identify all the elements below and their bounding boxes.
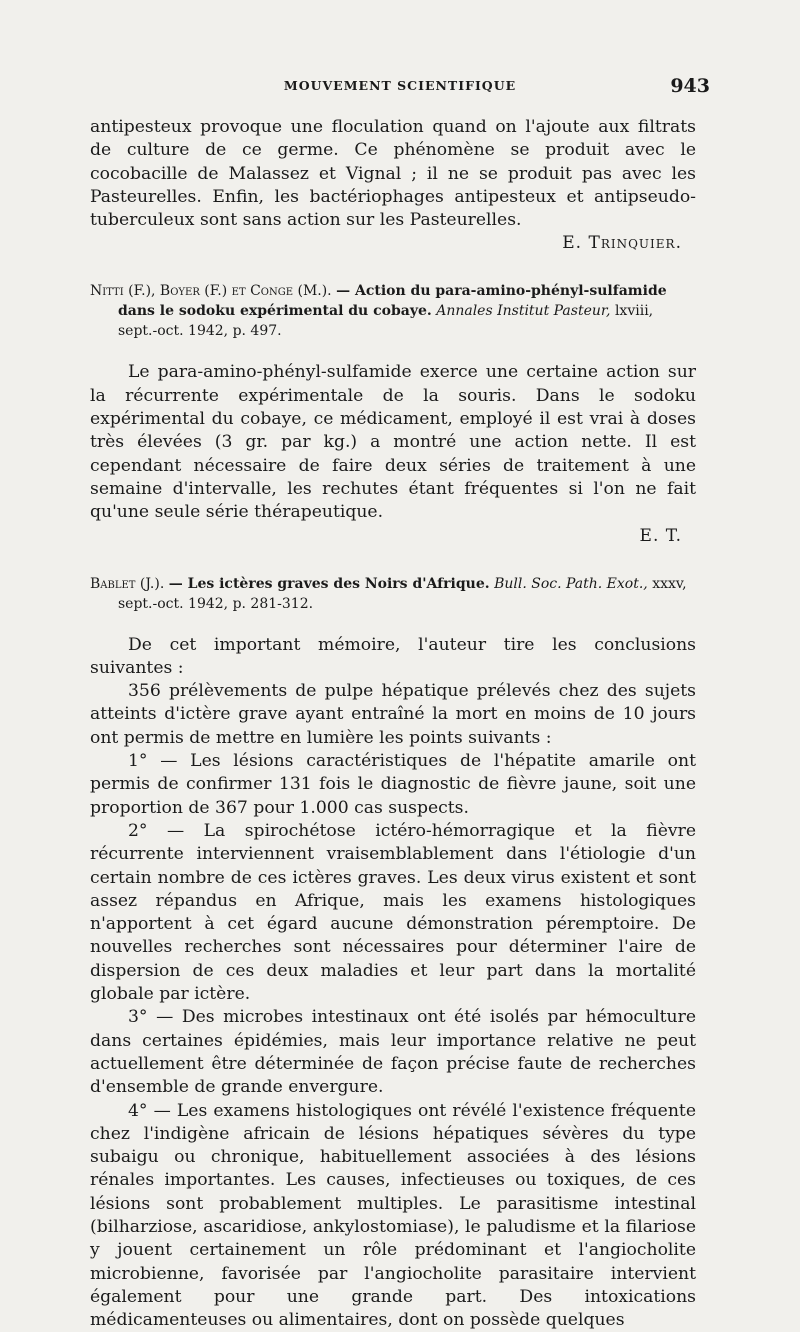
running-title: MOUVEMENT SCIENTIFIQUE: [90, 78, 710, 93]
paragraph-continuation: antipesteux provoque une floculation quand on l'ajoute aux filtrats de culture de ce germe. Ce phénomène se produit avec le cocobacille de Malassez et Vignal ; il ne se produit pas avec les Pasteurelles. Enfin, les bactériophages antipesteux et antipseudo-tuberculeux sont sans action sur les Pasteurelles.: [90, 116, 696, 232]
paragraph-sulfamide: Le para-amino-phényl-sulfamide exerce une certaine action sur la récurrente expérimentale de la souris. Dans le sodoku expérimental du cobaye, ce médicament, employé il est vrai à doses très élevées (3 gr. par kg.) a montré une action nette. Il est cependant nécessaire de faire deux séries de traitement à une semaine d'intervalle, les rechutes étant fréquentes si l'on ne fait qu'une seule série thérapeutique.: [90, 361, 696, 524]
signature-trinquier: [90, 232, 696, 255]
reference-title: — Action du para-amino-phényl-sulfamide dans le sodoku expérimental du cobaye.: [118, 283, 667, 319]
signature-et: E. T.: [90, 525, 696, 548]
reference-details: lxviii, sept.-oct. 1942, p. 497.: [118, 303, 653, 339]
reference-journal: Annales Institut Pasteur,: [436, 303, 610, 319]
reference-nitti: [90, 281, 696, 341]
reference-bablet: [90, 574, 696, 614]
paragraph-samples: 356 prélèvements de pulpe hépatique prélevés chez des sujets atteints d'ictère grave ayant entraîné la mort en moins de 10 jours ont permis de mettre en lumière les points suivants :: [90, 680, 696, 750]
reference-details: xxxv, sept.-oct. 1942, p. 281-312.: [118, 576, 687, 612]
reference-authors: Nitti (F.), Boyer (F.) et Conge (M.).: [90, 283, 332, 299]
paragraph-intro: De cet important mémoire, l'auteur tire les conclusions suivantes :: [90, 634, 696, 681]
page-number: 943: [670, 75, 710, 97]
reference-journal: Bull. Soc. Path. Exot.,: [494, 576, 648, 592]
conclusion-1: 1° — Les lésions caractéristiques de l'hépatite amarile ont permis de confirmer 131 fois le diagnostic de fièvre jaune, soit une proportion de 367 pour 1.000 cas suspects.: [90, 750, 696, 820]
page-header: [90, 78, 710, 100]
reference-title: — Les ictères graves des Noirs d'Afrique.: [169, 576, 490, 592]
reference-authors: Bablet (J.).: [90, 576, 164, 592]
conclusion-3: 3° — Des microbes intestinaux ont été isolés par hémoculture dans certaines épidémies, mais leur importance relative ne peut actuellement être déterminée de façon précise faute de recherches d'ensemble de grande envergure.: [90, 1006, 696, 1099]
conclusion-4: 4° — Les examens histologiques ont révélé l'existence fréquente chez l'indigène africain de lésions hépatiques sévères du type subaigu ou chronique, habituellement associées à des lésions rénales importantes. Les causes, infectieuses ou toxiques, de ces lésions sont probablement multiples. Le parasitisme intestinal (bilharziose, ascaridiose, ankylostomiase), le paludisme et la filariose y jouent certainement un rôle prédominant et l'angiocholite microbienne, favorisée par l'angiocholite parasitaire intervient également pour une grande part. Des intoxications médicamenteuses ou alimentaires, dont on possède quelques: [90, 1100, 696, 1332]
conclusion-2: 2° — La spirochétose ictéro-hémorragique et la fièvre récurrente interviennent vraisemblablement dans l'étiologie d'un certain nombre de ces ictères graves. Les deux virus existent et sont assez répandus en Afrique, mais les examens histologiques n'apportent à cet égard aucune démonstration péremptoire. De nouvelles recherches sont nécessaires pour déterminer l'aire de dispersion de ces deux maladies et leur part dans la mortalité globale par ictère.: [90, 820, 696, 1006]
main-column: [90, 116, 696, 1332]
signature-text: E. Trinquier.: [562, 233, 682, 253]
